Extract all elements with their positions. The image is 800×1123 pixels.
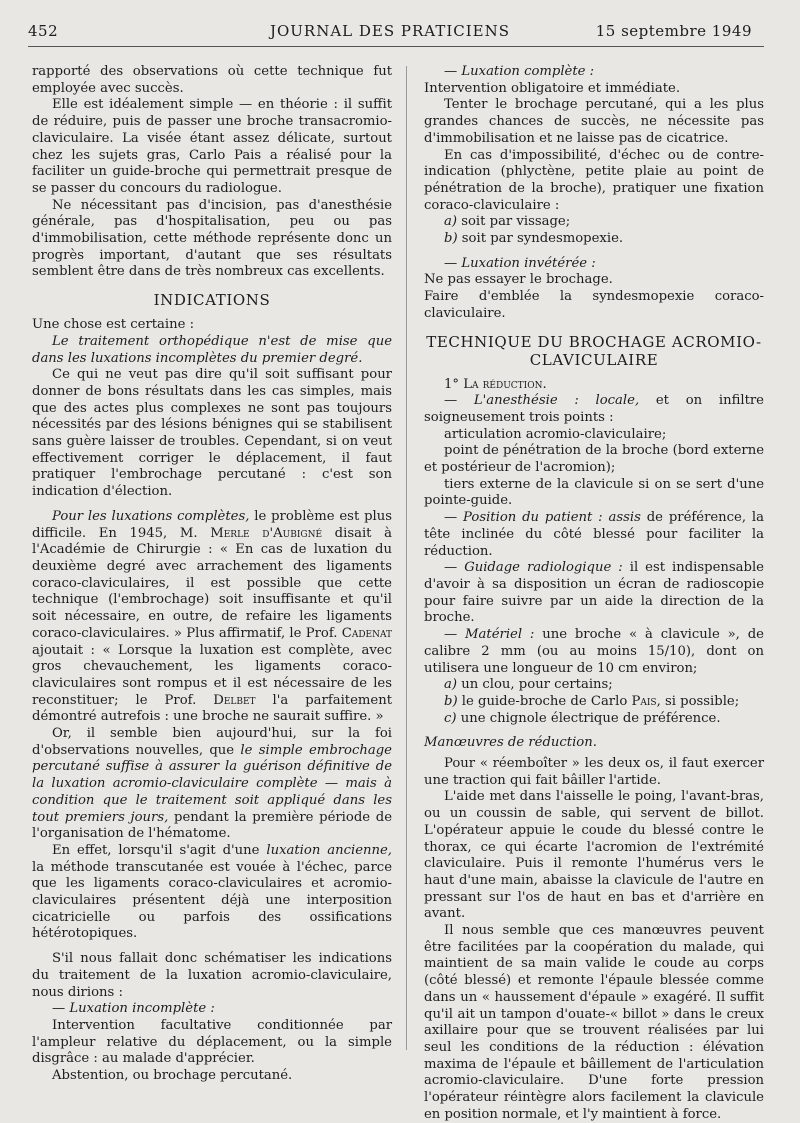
paragraph (424, 256, 764, 273)
emphasis: L'anesthésie : locale, (473, 393, 640, 409)
text: En effet, lorsqu'il s'agit d'une (52, 842, 267, 858)
list-label: a) (444, 677, 458, 693)
paragraph: articulation acromio-claviculaire; (444, 426, 667, 442)
paragraph (32, 1001, 392, 1018)
text: 1° (444, 376, 464, 392)
paragraph: En cas d'impossibilité, d'échec ou de contre-indication (phlyctène, petite plaie au point de pénétration de la broche), pratiquer une fixation coraco-claviculaire : (424, 147, 764, 213)
column-divider (406, 66, 407, 1050)
subsection-heading (424, 377, 764, 394)
emphasis: — Luxation complète : (444, 64, 595, 79)
emphasis: Position du patient : assis (463, 510, 641, 526)
text: la méthode transcutanée est vouée à l'échec, parce que les ligaments coraco-claviculaires et acromio-claviculaires présentent déjà une interposition cicatricielle ou parfois des ossifications hétérotopiques. (32, 859, 392, 942)
list-item (424, 694, 764, 711)
text: ajoutait : « Lorsque la luxation est complète, avec gros chevauchement, les ligaments coraco-claviculaires sont rompus et il est nécessaire de les reconstituer; le Prof. (32, 642, 392, 708)
paragraph: tiers externe de la clavicule si on se sert d'une pointe-guide. (424, 476, 764, 509)
list-item (424, 677, 764, 694)
paragraph: Elle est idéalement simple — en théorie : il suffit de réduire, puis de passer une broche transacromio-claviculaire. La visée étant assez délicate, surtout chez les sujets gras, Carlo Pais a réalisé pour la faciliter un guide-broche qui permettrait presque de se passer du concours du radiologue. (32, 97, 392, 196)
header-rule (28, 46, 764, 47)
author-name: Merle d'Aubigné (210, 525, 323, 541)
paragraph: rapporté des observations où cette technique fut employée avec succès. (32, 64, 392, 96)
list-label: b) (444, 231, 458, 247)
list-label: a) (444, 214, 458, 230)
author-name: Pais (631, 693, 657, 709)
paragraph (424, 393, 764, 426)
emphasis: Matériel : (465, 627, 535, 643)
text: La réduction. (463, 376, 547, 392)
paragraph (424, 64, 764, 81)
text: , si possible; (656, 693, 740, 709)
paragraph: Une chose est certaine : (32, 317, 195, 333)
page-number: 452 (28, 22, 59, 40)
paragraph: Tenter le brochage percutané, qui a les plus grandes chances de succès, ne nécessite pas d'immobilisation et ne laisse pas de cicatrice. (424, 97, 764, 146)
paragraph: Ne pas essayer le brochage. (424, 272, 613, 288)
section-heading-indications: INDICATIONS (153, 291, 271, 310)
left-column (32, 64, 392, 1085)
paragraph: Pour « réemboîter » les deux os, il faut exercer une traction qui fait bâiller l'artide. (424, 756, 764, 788)
emphasis: le simple embrochage percutané suffise à assurer la guérison définitive de la luxation acromio-claviculaire complète — mais à condition que le traitement soit appliqué dans les tout premiers jours, (32, 742, 392, 825)
emphasis: Le traitement orthopédique n'est de mise que dans les luxations incomplètes du premier degré. (32, 333, 392, 366)
author-name: Cadenat (341, 625, 392, 641)
paragraph: Abstention, ou brochage percutané. (52, 1068, 293, 1084)
emphasis: Guidage radiologique : (464, 560, 623, 576)
list-item (424, 231, 764, 248)
paragraph: Intervention obligatoire et immédiate. (424, 80, 681, 96)
paragraph: point de pénétration de la broche (bord externe et postérieur de l'acromion); (424, 443, 764, 476)
list-item (424, 711, 764, 728)
emphasis: Pour les luxations complètes, (52, 508, 250, 524)
paragraph (32, 726, 392, 843)
emphasis: — Luxation incomplète : (52, 1001, 215, 1017)
journal-title: JOURNAL DES PRATICIENS (269, 22, 511, 40)
paragraph (32, 334, 392, 367)
paragraph: Intervention facultative conditionnée par l'ampleur relative du déplacement, ou la simple disgrâce : au malade d'apprécier. (32, 1017, 392, 1067)
emphasis: luxation ancienne, (266, 842, 392, 858)
paragraph (32, 843, 392, 943)
text: disait à l'Académie de Chirurgie : « En cas de luxation du deuxième degré avec arrachement des ligaments coraco-claviculaires, il est possible que cette technique (l'embrochage) soit insuffisante et qu'il soit nécessaire, en outre, de refaire les ligaments coraco-claviculaires. » Plus affirmatif, le Prof. (32, 525, 392, 641)
paragraph: Faire d'emblée la syndesmopexie coraco-claviculaire. (424, 289, 764, 321)
text: une broche « à clavicule », de calibre 2 mm (ou au moins 15/10), dont on utilisera une longueur de 10 cm environ; (424, 627, 764, 676)
author-name: Delbet (213, 692, 256, 708)
list-item (424, 214, 764, 231)
section-heading-technique: TECHNIQUE DU BROCHAGE ACROMIO-CLAVICULAIRE (426, 332, 762, 369)
paragraph (424, 510, 764, 560)
emphasis: Manœuvres de réduction. (424, 735, 597, 751)
paragraph: L'aide met dans l'aisselle le poing, l'avant-bras, ou un coussin de sable, qui servent de billot. L'opérateur appuie le coude du blessé contre le thorax, ce qui écarte l'acromion de l'extrémité claviculaire. Puis il remonte l'humérus vers le haut d'une main, abaisse la clavicule de l'autre en pressant sur l'os de haut en bas et d'arrière en avant. (424, 789, 764, 922)
text: l'a parfaitement démontré autrefois : une broche ne saurait suffire. » (32, 692, 393, 725)
list-label: c) (444, 710, 457, 726)
text: — (444, 560, 465, 576)
paragraph: Il nous semble que ces manœuvres peuvent être facilitées par la coopération du malade, qui maintient de sa main valide le coude au corps (côté blessé) et remonte l'épaule blessée comme dans un « haussement d'épaule » exagéré. Il suffit qu'il ait un tampon d'ouate-« billot » dans le creux axillaire pour que se trouvent réalisées par lui seul les conditions de la réduction : élévation maxima de l'épaule et bâillement de l'articulation acromio-claviculaire. D'une forte pression l'opérateur réintègre alors facilement la clavicule en position normale, et l'y maintient à force. (424, 923, 764, 1122)
text: — (444, 393, 474, 409)
text: soit par vissage; (457, 214, 571, 230)
text: il est indispensable d'avoir à sa disposition un écran de radioscopie pour faire suivre par un aide la direction de la broche. (424, 560, 764, 626)
subsection-heading (424, 735, 764, 752)
text: le problème est plus difficile. En 1945, M. (32, 508, 392, 541)
paragraph (424, 627, 764, 677)
paragraph: Ne nécessitant pas d'incision, pas d'anesthésie générale, pas d'hospitalisation, peu ou pas d'immobilisation, cette méthode représente donc un progrès important, d'autant que ses résultats semblent être dans de très nombreux cas excellents. (32, 197, 392, 280)
list-label: b) (444, 693, 458, 709)
paragraph (32, 509, 392, 726)
text: — (444, 510, 464, 526)
text: Or, il semble bien aujourd'hui, sur la foi d'observations nouvelles, que (32, 726, 392, 758)
text: le guide-broche de Carlo (457, 693, 632, 709)
right-column (424, 64, 764, 1123)
page-header (28, 22, 752, 44)
text: — (444, 627, 466, 643)
issue-date: 15 septembre 1949 (595, 22, 752, 40)
paragraph: S'il nous fallait donc schématiser les indications du traitement de la luxation acromio-claviculaire, nous dirions : (32, 951, 392, 1000)
text: soit par syndesmopexie. (457, 231, 624, 247)
text: et on infiltre soigneusement trois points : (424, 393, 764, 425)
paragraph (424, 560, 764, 627)
emphasis: — Luxation invétérée : (444, 255, 596, 271)
text: pendant la première période de l'organisation de l'hématome. (32, 809, 392, 842)
text: une chignole électrique de préférence. (456, 710, 721, 726)
text: un clou, pour certains; (457, 677, 613, 693)
paragraph: Ce qui ne veut pas dire qu'il soit suffisant pour donner de bons résultats dans les cas simples, mais que des actes plus complexes ne sont pas toujours nécessités par des lésions bénignes qui se stabilisent sans guère laisser de troubles. Cependant, si on veut effectivement corriger le déplacement, il faut pratiquer l'embrochage percutané : c'est son indication d'élection. (32, 367, 392, 500)
text: de préférence, la tête inclinée du côté blessé pour faciliter la réduction. (424, 510, 764, 559)
